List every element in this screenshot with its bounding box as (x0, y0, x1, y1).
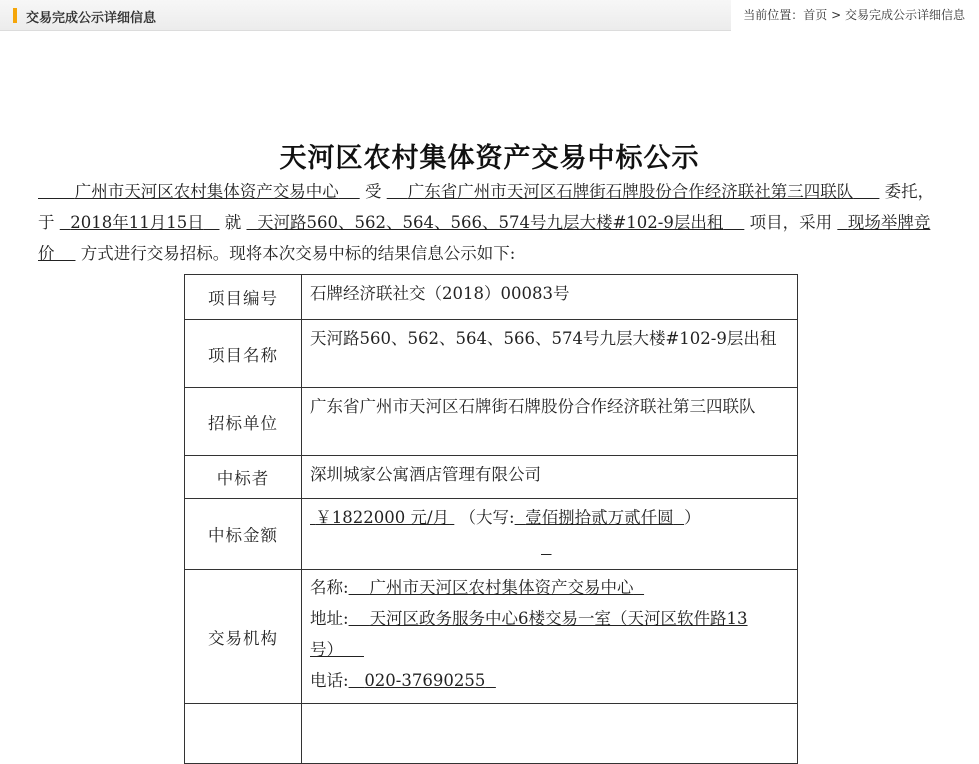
notice-method: 现场举牌竞价 (38, 213, 931, 263)
amount-caps: 壹佰捌拾贰万贰仟圆 (525, 508, 674, 527)
breadcrumb (731, 0, 979, 31)
row-label-empty (185, 704, 302, 764)
page-header (0, 0, 979, 31)
table-row (185, 388, 798, 456)
row-label-org: 交易机构 (185, 570, 302, 704)
table-row (185, 320, 798, 388)
row-label-amount: 中标金额 (185, 499, 302, 570)
notice-title: 天河区农村集体资产交易中标公示 (279, 143, 700, 174)
notice-on-word: 就 (224, 213, 242, 232)
org-phone: 020-37690255 (364, 671, 486, 690)
notice-client: 广东省广州市天河区石牌街石牌股份合作经济联社第三四联队 (407, 182, 854, 201)
table-row (185, 570, 798, 704)
notice-date: 2018年11月15日 (70, 213, 204, 232)
notice-agent: 广州市天河区农村集体资产交易中心 (74, 182, 339, 201)
header-accent-bar (13, 8, 17, 23)
org-phone-label: 电话: (310, 671, 349, 690)
amount-caps-prefix: （大写: (459, 508, 515, 527)
row-value-project-no: 石牌经济联社交（2018）00083号 (302, 275, 798, 320)
row-value-empty (302, 704, 798, 764)
notice-intro (38, 176, 946, 269)
amount-caps-suffix: ） (684, 508, 701, 527)
breadcrumb-home-link[interactable]: 首页 (803, 8, 828, 22)
row-value-project-name: 天河路560、562、564、566、574号九层大楼#102-9层出租 (302, 320, 798, 388)
org-addr-label: 地址: (310, 609, 349, 628)
table-row (185, 499, 798, 570)
notice-project: 天河路560、562、564、566、574号九层大楼#102-9层出租 (256, 213, 724, 232)
row-value-tender-unit: 广东省广州市天河区石牌街石牌股份合作经济联社第三四联队 (302, 388, 798, 456)
org-name: 广州市天河区农村集体资产交易中心 (369, 578, 634, 597)
notice-closing: 方式进行交易招标。现将本次交易中标的结果信息公示如下: (80, 244, 516, 263)
result-table (184, 274, 798, 764)
row-label-project-no: 项目编号 (185, 275, 302, 320)
breadcrumb-separator: > (827, 8, 845, 22)
notice-entrust-suffix: 委托，于 (38, 182, 935, 232)
table-row (185, 456, 798, 499)
table-row (185, 275, 798, 320)
amount-value: ￥1822000 元/月 (315, 508, 450, 527)
row-value-org (302, 570, 798, 704)
org-addr: 天河区政务服务中心6楼交易一室（天河区软件路13号） (310, 609, 748, 659)
row-value-winner: 深圳城家公寓酒店管理有限公司 (302, 456, 798, 499)
row-value-amount (302, 499, 798, 570)
row-label-tender-unit: 招标单位 (185, 388, 302, 456)
row-label-winner: 中标者 (185, 456, 302, 499)
breadcrumb-prefix: 当前位置： (743, 8, 804, 22)
header-title: 交易完成公示详细信息 (26, 11, 157, 26)
row-label-project-name: 项目名称 (185, 320, 302, 388)
notice-project-suffix: 项目，采用 (749, 213, 833, 232)
breadcrumb-current: 交易完成公示详细信息 (844, 8, 965, 22)
org-name-label: 名称: (310, 578, 349, 597)
table-row (185, 704, 798, 764)
notice-entrust-word: 受 (364, 182, 382, 201)
